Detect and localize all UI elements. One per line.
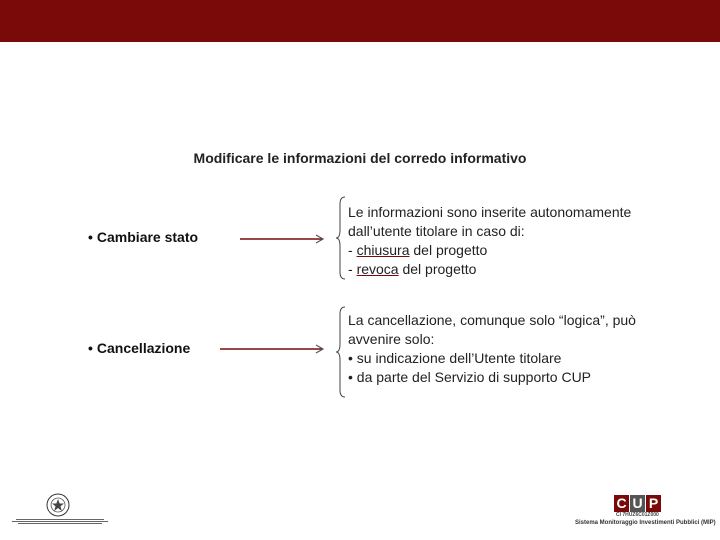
line-suffix: del progetto: [409, 242, 488, 258]
cup-letter: U: [630, 495, 645, 512]
header-bar: [0, 0, 720, 42]
arrow-right-icon: [220, 342, 330, 356]
description-line: La cancellazione, comunque solo “logica”, può: [348, 312, 636, 328]
description-line-revoca: [348, 260, 688, 279]
item-label: Cancellazione: [96, 340, 191, 356]
description-line: dall’utente titolare in caso di:: [348, 223, 525, 239]
description-line: • da parte del Servizio di supporto CUP: [348, 369, 592, 385]
underlined-term: revoca: [356, 261, 399, 277]
description-line-chiusura: [348, 241, 688, 260]
cup-letter: C: [614, 495, 629, 512]
bullet-dot: •: [88, 229, 93, 245]
arrow-right-icon: [240, 232, 330, 246]
item-label: Cambiare stato: [96, 229, 199, 245]
slide-title: Modificare le informazioni del corredo informativo: [193, 150, 527, 166]
cup-code: CI 7HUZ6C01Z000: [616, 512, 659, 518]
description-block-stato: [348, 203, 688, 279]
line-suffix: del progetto: [398, 261, 477, 277]
line-prefix: -: [348, 242, 357, 258]
underlined-term: chiusura: [356, 242, 410, 258]
cup-logo: [614, 495, 662, 513]
cup-caption: Sistema Monitoraggio Investimenti Pubblici (MIP): [575, 520, 716, 526]
bullet-item-cancellazione: [88, 340, 190, 356]
bullet-item-cambiare-stato: [88, 229, 198, 245]
left-brace-icon: [335, 306, 347, 398]
cup-letter: P: [646, 495, 661, 512]
description-line: avvenire solo:: [348, 331, 435, 347]
description-line: • su indicazione dell’Utente titolare: [348, 350, 562, 366]
line-prefix: -: [348, 261, 357, 277]
ministry-caption-graphic: [10, 518, 110, 525]
government-emblem-icon: [44, 492, 72, 518]
description-block-cancellazione: [348, 311, 688, 387]
bullet-dot: •: [88, 340, 93, 356]
left-brace-icon: [335, 196, 347, 280]
description-line: Le informazioni sono inserite autonomamente: [348, 204, 632, 220]
